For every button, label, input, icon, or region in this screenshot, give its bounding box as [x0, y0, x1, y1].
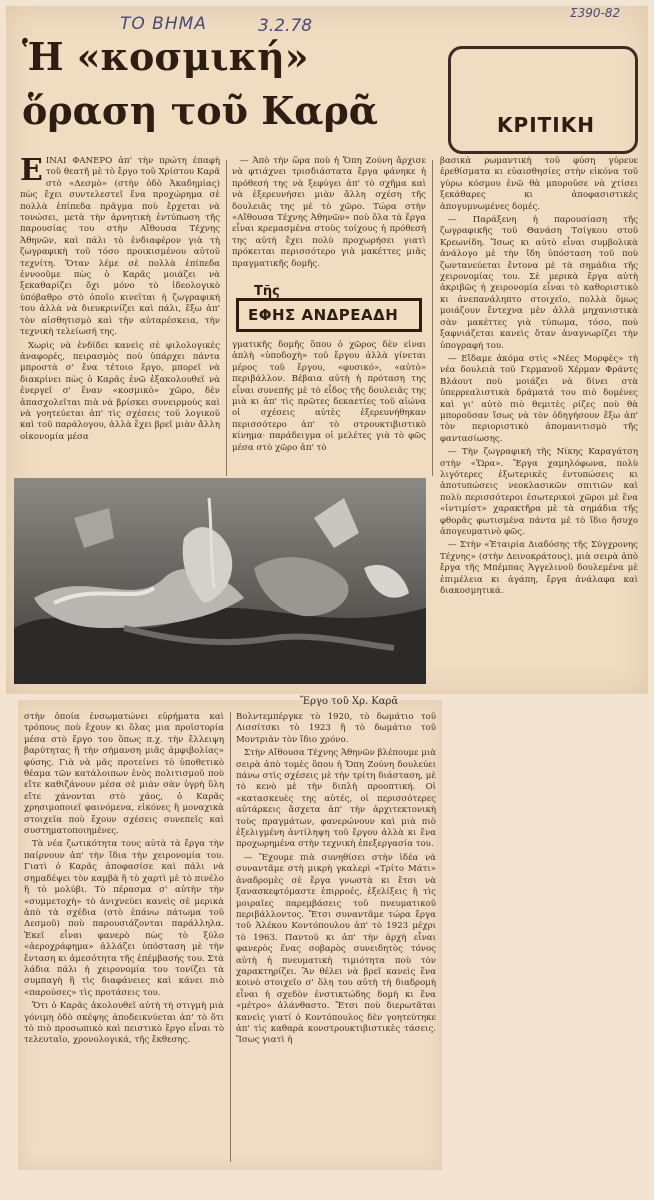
paragraph: Βολντεμπέργκε τὸ 1920, τὸ δωμάτιο τοῦ Λισσίτσκι τὸ 1923 ἢ τὸ δωμάτιο τοῦ Μοντριὰν τὸν ἴδιο χρόνο.: [236, 712, 436, 745]
paragraph: — Στὴν «Ἑταιρία Διαδόσης τῆς Σύγχρονης Τέχνης» (στὴν Δεινοκράτους), μιὰ σειρὰ ἀπὸ ἔργα τῆς Μπέμπας Ἀγγελινοῦ δουλεμένα μὲ ἐπιμέλεια κι ἀγάπη, ἔργα ἀνάλαφα καὶ διακοσμητικά.: [440, 540, 638, 597]
paragraph: γματικῆς δομῆς ὅπου ὁ χῶρος δὲν εἶναι ἁπλὴ «ὑποδοχὴ» τοῦ ἔργου ἀλλὰ γίνεται μέρος τοῦ ἔργου, «φυσικό», «αὐτὸ» περιβάλλον. Βέβαια αὐτὴ ἡ πρόταση της εἶναι συνεπὴς μὲ τὸ εἶδος τῆς δουλειᾶς της μιὰ κι ἀπ' τὶς πρῶτες δεκαετίες τοῦ αἰώνα οἱ σχέσεις αὐτὲς ἐξερευνήθηκαν περισσότερο ἀπ' τὸ στρουκτιβιστικὸ κίνημα· παράδειγμα οἱ μελέτες γιὰ τὸ φῶς μέσα στὸ χῶρο ἀπ' τὸ: [232, 340, 426, 453]
paragraph: ΙΝΑΙ ΦΑΝΕΡΟ ἀπ' τὴν πρώτη ἐπαφὴ τοῦ θεατῆ μὲ τὸ ἔργο τοῦ Χρίστου Καρᾶ στὸ «Δεσμὸ» (στὴν ὁδὸ Ἀκαδημίας) πὼς ἔχει συντελεστεῖ ἕνα προχώρημα σὲ πολλὰ ἐπίπεδα πρᾶγμα ποὺ ἔρχεται νὰ τονώσει, μετὰ τὴν ἀρνητικὴ ἐντύπωση τῆς παρουσίας του στὴν Αἴθουσα Τέχνης Ἀθηνῶν, καὶ πάλι τὸ ἐνδιαφέρον γιὰ τὴ ζωγραφικὴ τοῦ τόσο προικισμένου αὐτοῦ τεχνίτη. Ὅταν λέμε σὲ πολλὰ ἐπίπεδα ἐννοοῦμε πὼς ὁ Καρᾶς μοιάζει νὰ ξεκαθαρίζει ὄχι μόνο τὸ ἰδεολογικὸ ὑπόβαθρο στὸ ὁποῖο κινεῖται ἡ ζωγραφική του ἀλλὰ νὰ διευκρινίζει καὶ πάλι, ἔξω ἀπ' τὸν αἰσθητισμὸ καὶ τὴν αὐταρέσκεια, τὴν τεχνικὴ τελείωσή της.: [20, 156, 220, 338]
byline-prefix: Τῆς: [254, 284, 280, 299]
text-column-4: [24, 712, 224, 1164]
paragraph: — Εἴδαμε ἀκόμα στὶς «Νέες Μορφὲς» τὴ νέα δουλειὰ τοῦ Γερμανοῦ Χέρμαν Φράντς Βλάουτ ποὺ μοιάζει νὰ δίνει στὰ ὑπερρεαλιστικὰ δράματά του πιὸ δομένες καὶ γι' αὐτὸ πιὸ θεμιτὲς ρίζες ποὺ θὰ μποροῦσαν ἴσως νὰ τὸν ὁδηγήσουν ἔξω ἀπ' τὸν περιοριστικὸ ἀπομανιτισμὸ τῆς φαντασίωσης.: [440, 353, 638, 444]
paragraph: Τὰ νέα ζωτικότητα τους αὐτὰ τὰ ἔργα τὴν παίρνουν ἀπ' τὴν ἴδια τὴν χειρονομία του. Γιατὶ ὁ Καρᾶς ἀποφασίσε καὶ πάλι νὰ σημαδέψει τὸν καμβὰ ἢ τὸ χαρτὶ μὲ τὸ πινέλο ἢ τὸ μολύβι. Τὸ πέρασμα σ' αὐτὴν τὴν «συμμετοχὴ» τὸ ἀνιχνεύει κανεὶς σὲ μερικὰ ἀπὸ τὰ σχέδια (στὸ ἐπάνω πάτωμα τοῦ Δεσμοῦ) ποὺ παρουσιάζονται παράλληλα. Ἐκεῖ εἶναι φανερὸ πὼς τὸ ξύλο «ἀεροχράφημα» ἀλλάζει ὑπόσταση μὲ τὴν ἔνταση κι ἀμεσότητα τῆς ἐπέμβασής του. Στὰ λάδια πάλι ἡ χειρονομία του τονίζει τὰ συμπαγὴ ἢ τὶς διαφάνειες καὶ κάνει πιὸ «παρούσες» τὶς προτάσεις του.: [24, 839, 224, 998]
column-rule: [230, 712, 231, 1162]
text-column-2-top: [232, 156, 426, 284]
paragraph: στὴν ὁποία ἐνσωματώνει εὑρήματα καὶ τρόπους ποὺ ἔχουν κι ὅλας μια προϊστορία μέσα στὸ ἔργο του ὅπως π.χ. τὴν ἔλλειψη βαρύτητας ἢ τὴν σήμανση μιᾶς ἀμφιβολίας» φύσης. Γιὰ νὰ μᾶς προτείνει τὸ ὑποθετικὸ θέαμα τῶν κατάλοιπων ἑνὸς πολιτισμοῦ ποὺ εἴτε καθιζάνουν μέσα σὲ μιὰν σὰν ὑγρὴ ὕλη εἴτε χάνονται στὸ χάος, ὁ Καρᾶς χρησιμοποιεῖ φαινόμενα, εἰκόνες ἢ μοναχικὰ στοιχεῖα ποὺ ἔχουν σχέσεις συνεπεῖς καὶ συστηματοποιημένες.: [24, 712, 224, 837]
text-column-3: [440, 156, 638, 668]
article-title-line1: Ἡ «κοσμική»: [22, 34, 309, 79]
paragraph: — Παράξενη ἡ παρουσίαση τῆς ζωγραφικῆς τοῦ Θανάση Τσίγκου στοῦ Κρεωνίδη. Ἴσως κι αὐτὸ εἶναι συμβολικὰ ἀνάλογο μὲ τὴν ἴδη ὑπόσταση τοῦ ποὺ ζωντανεύεται ἔντονα μὲ τὰ σημάδια τῆς χειρονομίας του. Σὲ μερικὰ ἔργα αὐτὴ ἀκριβῶς ἡ χειρονομία εἶναι τὸ καθοριστικὸ κι ἀνεπανάληπτο στοιχεῖο, πολλὰ ὅμως μοιάζουν ἔντεχνα μὲν ἀλλὰ μηχανιστικὰ σὰν μακέττες γιὰ τύπωμα, τόσο, ποὺ ξαφνιάζεται κανεὶς ὅταν ἀναγνωρίζει τὴν ὑπογραφή του.: [440, 215, 638, 351]
paragraph: — Ἔχουμε πιὰ συνηθίσει στὴν ἰδέα νὰ συναντᾶμε στὴ μικρὴ γκαλερὶ «Τρίτο Μάτι» ἀναδρομὲς σὲ ἔργα γνωστὰ κι ἔτσι νὰ ξανασκεφτόμαστε ἐπιρροές, ἐξελίξεις ἢ τὶς μοιραῖες παρεμβάσεις τοῦ πνευματικοῦ περιβάλλοντος. Ἔτσι συναντᾶμε τώρα ἔργα τοῦ Ἀλέκου Κοντόπουλου ἀπ' τὸ 1923 μέχρι τὸ 1963. Παντοῦ κι ἀπ' τὴν ἀρχὴ εἶναι φανερὸς ἕνας σοβαρὸς συνειδητὸς τόνος αὐτὴ ἡ πνευματικὴ τιμιότητα ποὺ τὸν χαρακτηρίζει. Ἂν θέλει νὰ βρεῖ κανεὶς ἕνα κοινὸ στοιχεῖο σ' ὅλη του αὐτὴ τὴ διαδρομὴ εἶναι ἡ σχεδὸν ἐνστικτώδης δομὴ κι ἕνα «μέτρο» ἀλάνθαστο. Ἔτσι ποὺ διερωτᾶται κανεὶς γιατί ὁ Κοντόπουλος δὲν γοητεύτηκε ἀπ' τὶς καθαρὰ κονστρουκτιβιστικὲς τάσεις. Ἴσως γιατὶ ἡ: [236, 852, 436, 1046]
artwork-image: [14, 478, 426, 684]
handwritten-source: ΤΟ ΒΗΜΑ: [120, 14, 207, 34]
section-label-box: [448, 46, 638, 154]
handwritten-reference: Σ390-82: [570, 6, 621, 20]
photo-caption: Ἔργο τοῦ Χρ. Καρᾶ: [300, 696, 399, 707]
text-column-2-bottom: [232, 340, 426, 474]
paragraph: — Τὴν ζωγραφικὴ τῆς Νίκης Καραγάτση στὴν «Ὥρα». Ἔργα χαμηλόφωνα, πολὺ λιγότερες ἐξωτερικὲς ἐντυπώσεις κι ἀποτυπώσεις νεοκλασικῶν σπιτιῶν καὶ πολὺ περισσότεροι ἐσωτερικοὶ χῶροι μὲ ἕνα «ἰντιμίστ» χαρακτῆρα μὲ τὰ σημάδια τῆς φθορᾶς φωτισμένα πάντα μὲ τὸ ἴδιο ἥσυχο ἀπογευματινὸ φῶς.: [440, 447, 638, 537]
paragraph: Στὴν Αἴθουσα Τέχνης Ἀθηνῶν βλέπουμε μιὰ σειρὰ ἀπὸ τομὲς ὅπου ἡ Ὄπη Ζούνη δουλεύει πάνω στὶς σχέσεις μὲ τὴν τρίτη διάσταση, μὲ τὸ κενὸ μὲ τὴν διπλὴ προοπτική. Οἱ «κατασκευὲς της αὐτές, οἱ περισσότερες αὐτάρκεις ἄσχετα ἀπ' τὴν ἀρχιτεκτονικὴ τοὺς πραγμάτων, φανερώνουν καὶ μιὰ πιὸ ἐξελιγμένη ἀντίληψη τοῦ ἔργου ἀλλὰ κι ἕνα προχωρημένα στὴν τεχνικὴ ἐπεξεργασία του.: [236, 748, 436, 850]
artwork-photo: [14, 478, 426, 684]
byline: [236, 286, 426, 338]
column-rule: [226, 160, 227, 476]
text-column-1: [20, 156, 220, 474]
section-label: ΚΡΙΤΙΚΗ: [497, 113, 595, 137]
column-rule: [432, 160, 433, 476]
paragraph: Χωρὶς νὰ ἐνδίδει κανεὶς σὲ φιλολογικὲς ἀναφορές, πειρασμὸς ποὺ ὑπάρχει πάντα μπροστὰ σ' ἕνα τέτοιο ἔργο, μπορεῖ νὰ διακρίνει πὼς ὁ Καρᾶς ἐνῶ ἐξακολουθεῖ νὰ ἐνεργεῖ σ' ἕναν «κοσμικὸ» χῶρο, δὲν ἀπασχολεῖται πιὰ νὰ βρίσκει συνειρμοὺς καὶ νὰ γοητεύεται ἀπ' τὶς σχέσεις τοῦ λογικοῦ καὶ τοῦ παράλογου, ἀλλὰ ἔχει βρεῖ μιὰν ἄλλη οἰκονομία μέσα: [20, 340, 220, 442]
paragraph: βασικὰ ρωμαντικὴ τοῦ φύση γύρευε ἐρεθίσματα κι εὐαισθησίες στὴν εἰκόνα τοῦ γύρω κόσμου ἐνῶ θὰ μποροῦσε νὰ χτίσει ξεκάθαρες κι ἀποφασιστικὲς ἀπογυμνωμένες δομές.: [440, 156, 638, 212]
text-column-5: [236, 712, 436, 1164]
paragraph: Ὅτι ὁ Καρᾶς ἀκολουθεῖ αὐτὴ τὴ στιγμὴ μιὰ γόνιμη ὁδὸ σκέψης ἀποδεικνύεται ἀπ' τὸ ὅτι τὸ πιὸ προσωπικὸ καὶ πειστικὸ ἔργο εἶναι τὸ τελευταῖο, χρονολογικά, τῆς ἔκθεσης.: [24, 1001, 224, 1046]
article-title-line2: ὅραση τοῦ Καρᾶ: [22, 88, 379, 133]
handwritten-date: 3.2.78: [258, 16, 313, 36]
byline-name: ΕΦΗΣ ΑΝΔΡΕΑΔΗ: [248, 306, 399, 324]
paragraph: — Ἀπὸ τὴν ὥρα ποὺ ἡ Ὄπη Ζούνη ἄρχισε νὰ φτιάχνει τρισδιάστατα ἔργα φάνηκε ἡ πρόθεσή της νὰ ξεφύγει ἀπ' τὸ σχῆμα καὶ νὰ ἐξερευνήσει μιὰν ἄλλη σχέση τῆς δουλειᾶς της μὲ τὸ χῶρο. Τώρα στὴν «Αἴθουσα Τέχνης Ἀθηνῶν» ποὺ ὅλα τὰ ἔργα εἶναι κρεμασμένα στοὺς τοίχους ἡ πρόθεσή της αὐτὴ ἔχει πολὺ προχωρήσει γιατὶ πρόκειται περισσότερο γιὰ μακέττες μιᾶς πραγματικῆς δομῆς.: [232, 156, 426, 269]
dropcap: Ε: [20, 156, 43, 188]
